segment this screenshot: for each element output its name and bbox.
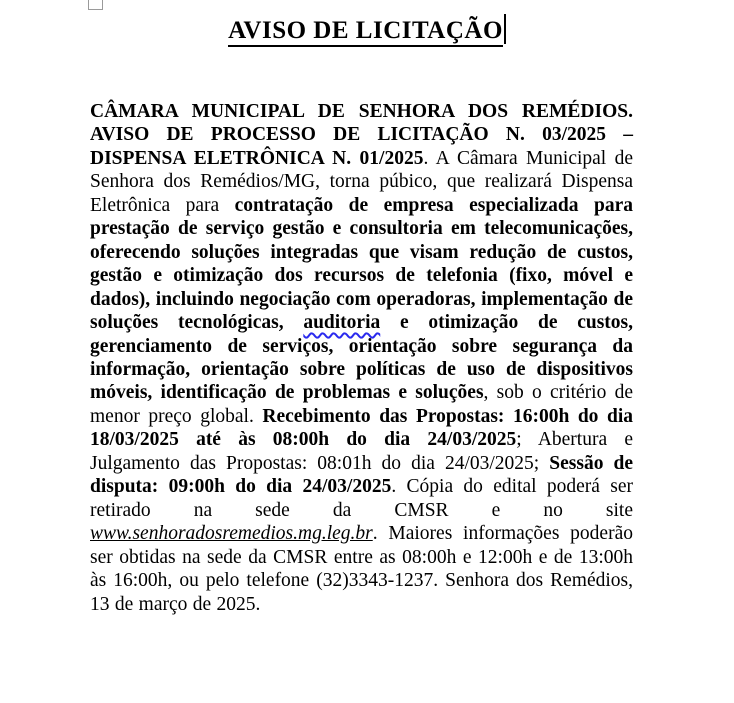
contract-object-text: e otimização de custos, gerenciamento de serviços, orientação sobre segurança da informação, orientação sobre políticas de uso de dispositivos móveis, identificação de problemas e soluções [90, 312, 633, 404]
page-title: AVISO DE LICITAÇÃO [228, 17, 503, 47]
object-anchor-marker [88, 0, 103, 10]
body-text-segment: . A Câmara Municipal de Senhora dos Remédios/MG, torna púbico, que realizará Dispensa Eletrônica para [90, 147, 634, 216]
spellcheck-flagged-word: auditoria [303, 312, 381, 334]
proposal-window-text: Recebimento das Propostas: 16:00h do dia 18/03/2025 até às 08:00h do dia 24/03/2025 [90, 405, 633, 451]
title-row [0, 14, 734, 45]
notice-heading-text: CÂMARA MUNICIPAL DE SENHORA DOS REMÉDIOS. AVISO DE PROCESSO DE LICITAÇÃO N. 03/2025 – DISPENSA ELETRÔNICA N. 01/2025 [90, 101, 633, 169]
body-text-segment: . Maiores informações poderão ser obtidas na sede da CMSR entre as 08:00h e 12:00h e de 13:00h às 16:00h, ou pelo telefone (32)3343-1237. Senhora dos Remédios, 13 de março de 2025. [90, 523, 633, 615]
body-text-segment: ; Abertura e Julgamento das Propostas: 08:01h do dia 24/03/2025; [90, 429, 634, 474]
body-text-segment: , sob o critério de menor preço global. [90, 382, 633, 427]
body-paragraph[interactable] [90, 100, 633, 616]
text-cursor-caret [504, 14, 506, 44]
contract-object-text: contratação de empresa especializada para prestação de serviço gestão e consultoria em telecomunicações, oferecendo soluções integradas que visam redução de custos, gestão e otimização dos recursos de telefonia (fixo, móvel e dados), incluindo negociação com operadoras, implementação de soluções tecnológicas, [90, 194, 633, 334]
dispute-session-text: Sessão de disputa: 09:00h do dia 24/03/2025 [90, 452, 633, 498]
website-link[interactable]: www.senhoradosremedios.mg.leg.br [90, 523, 373, 545]
body-text-segment: . Cópia do edital poderá ser retirado na sede da CMSR e no site [90, 476, 633, 521]
